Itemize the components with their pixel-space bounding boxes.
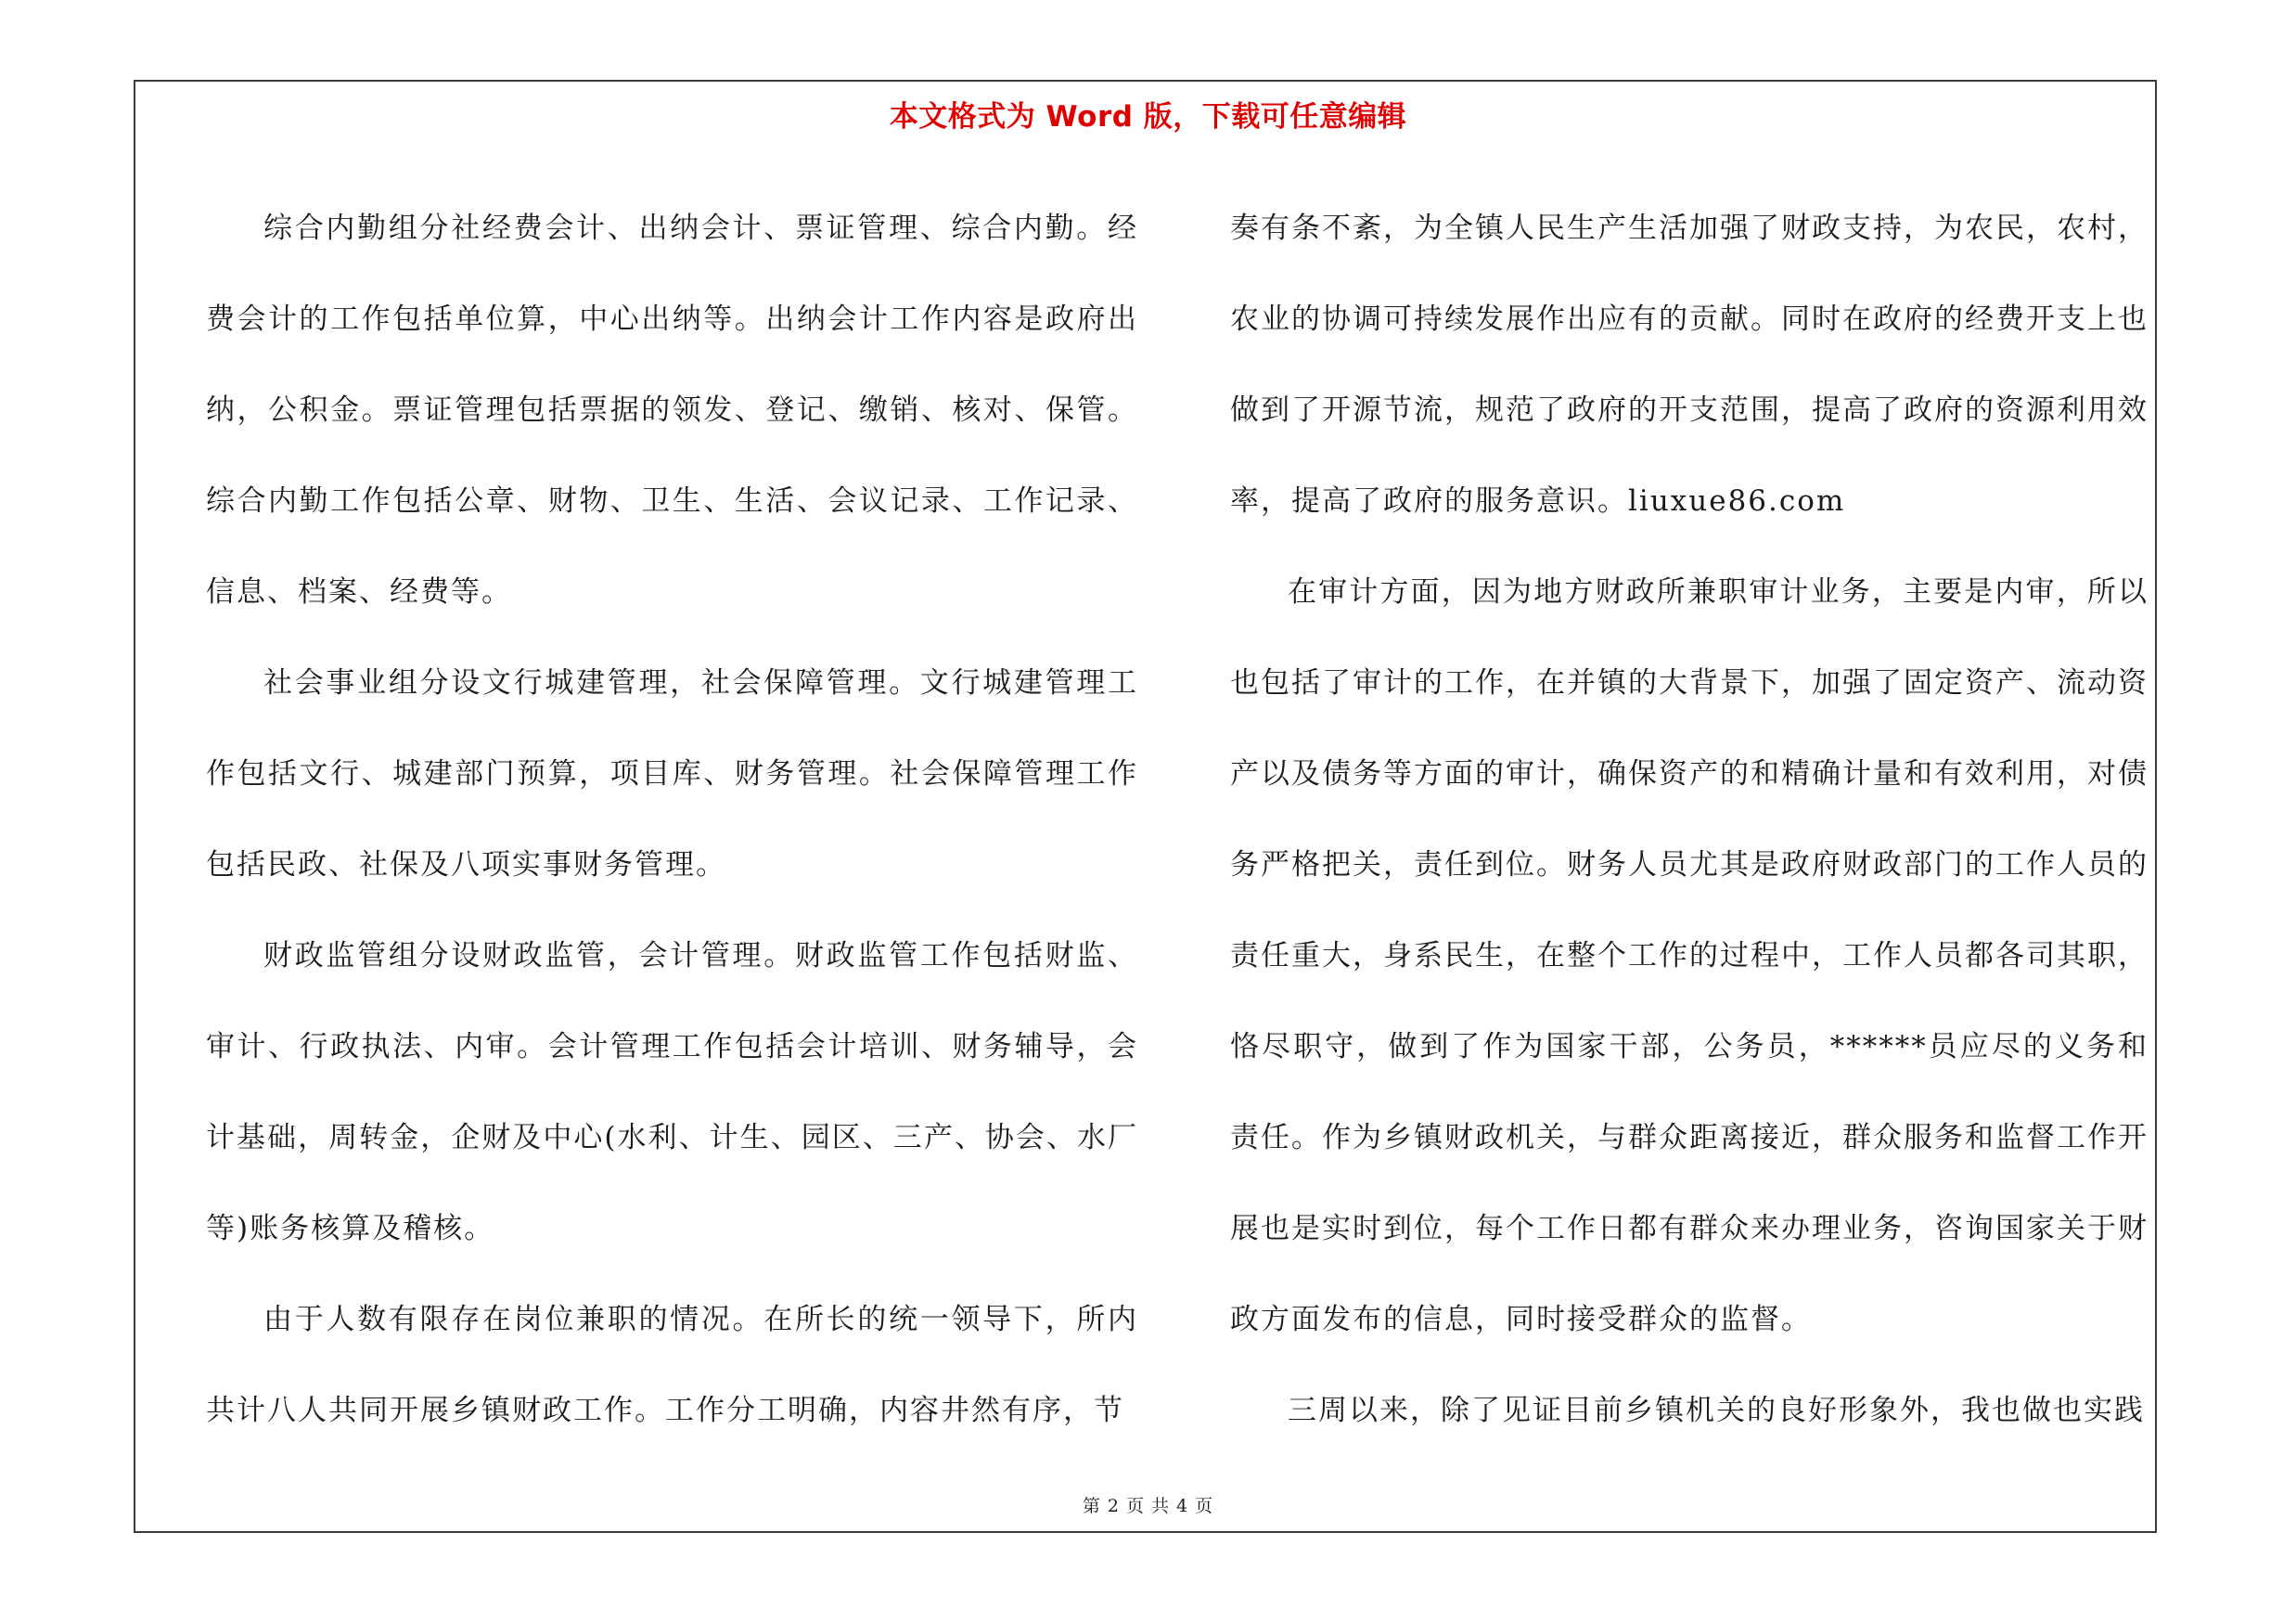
paragraph-financial-supervision: 财政监管组分设财政监管，会计管理。财政监管工作包括财监、审计、行政执法、内审。会计管理工作包括会计培训、财务辅导，会计基础，周转金，企财及中心(水利、计生、园区、三产、协会、水厂等)账务核算及稽核。 bbox=[206, 939, 1138, 1245]
paragraph-general-affairs: 综合内勤组分社经费会计、出纳会计、票证管理、综合内勤。经费会计的工作包括单位算，中心出纳等。出纳会计工作内容是政府出纳，公积金。票证管理包括票据的领发、登记、缴销、核对、保管。综合内勤工作包括公章、财物、卫生、生活、会议记录、工作记录、信息、档案、经费等。 bbox=[206, 212, 1138, 609]
paragraph-three-weeks: 三周以来，除了见证目前乡镇机关的良好形象外，我也做也实践 bbox=[1288, 1394, 2145, 1427]
paragraph-staffing-continued: 奏有条不紊，为全镇人民生产生活加强了财政支持，为农民，农村，农业的协调可持续发展作出应有的贡献。同时在政府的经费开支上也做到了开源节流，规范了政府的开支范围，提高了政府的资源利用效率，提高了政府的服务意识。liuxue86.com bbox=[1230, 212, 2148, 518]
right-text-column bbox=[1230, 183, 2148, 1456]
left-text-column bbox=[206, 183, 1138, 1456]
paragraph-social-affairs: 社会事业组分设文行城建管理，社会保障管理。文行城建管理工作包括文行、城建部门预算，项目库、财务管理。社会保障管理工作包括民政、社保及八项实事财务管理。 bbox=[206, 666, 1138, 882]
paragraph-staffing: 由于人数有限存在岗位兼职的情况。在所长的统一领导下，所内共计八人共同开展乡镇财政工作。工作分工明确，内容井然有序，节 bbox=[206, 1303, 1138, 1427]
word-format-banner: 本文格式为 Word 版，下载可任意编辑 bbox=[889, 100, 1407, 134]
page-number: 第 2 页 共 4 页 bbox=[1082, 1496, 1214, 1516]
paragraph-audit: 在审计方面，因为地方财政所兼职审计业务，主要是内审，所以也包括了审计的工作，在并镇的大背景下，加强了固定资产、流动资产以及债务等方面的审计，确保资产的和精确计量和有效利用，对债务严格把关，责任到位。财务人员尤其是政府财政部门的工作人员的责任重大，身系民生，在整个工作的过程中，工作人员都各司其职，恪尽职守，做到了作为国家干部，公务员，******员应尽的义务和责任。作为乡镇财政机关，与群众距离接近，群众服务和监督工作开展也是实时到位，每个工作日都有群众来办理业务，咨询国家关于财政方面发布的信息，同时接受群众的监督。 bbox=[1230, 575, 2148, 1336]
